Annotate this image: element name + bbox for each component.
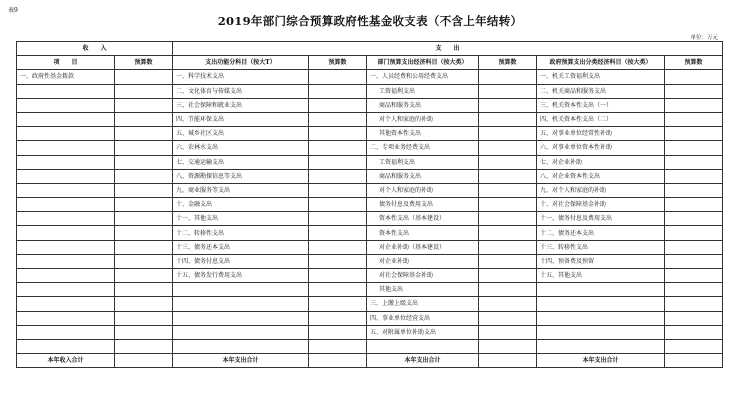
func-budget-cell: [309, 141, 367, 155]
dept-item-cell: 工资福利支出: [367, 155, 479, 169]
dept-budget-cell: [479, 240, 537, 254]
dept-item-cell: 其他支出: [367, 283, 479, 297]
func-item-cell: 八、资源勘探信息等支出: [173, 169, 309, 183]
func-budget-cell: [309, 198, 367, 212]
dept-budget-cell: [479, 84, 537, 98]
col-budget-header: 预算数: [665, 56, 723, 70]
dept-budget-cell: [479, 198, 537, 212]
income-budget-cell: [115, 339, 173, 353]
table-row: [17, 169, 723, 183]
gov-budget-cell: [665, 240, 723, 254]
table-row: [17, 311, 723, 325]
dept-budget-cell: [479, 183, 537, 197]
func-item-cell: 六、农林水支出: [173, 141, 309, 155]
func-total-value: [309, 354, 367, 368]
income-total-value: [115, 354, 173, 368]
func-item-cell: 十一、其他支出: [173, 212, 309, 226]
income-item-cell: [17, 226, 115, 240]
dept-item-cell: 对企业补助（基本建设）: [367, 240, 479, 254]
func-item-cell: [173, 311, 309, 325]
dept-item-cell: 对个人和家庭的补助: [367, 112, 479, 126]
func-item-cell: [173, 325, 309, 339]
income-budget-cell: [115, 155, 173, 169]
col-item-header: 项 目: [17, 56, 115, 70]
income-budget-cell: [115, 112, 173, 126]
dept-budget-cell: [479, 169, 537, 183]
income-budget-cell: [115, 198, 173, 212]
dept-budget-cell: [479, 98, 537, 112]
dept-item-cell: 资本性支出: [367, 226, 479, 240]
table-row: [17, 325, 723, 339]
gov-item-cell: 十一、债务付息及费用支出: [537, 212, 665, 226]
dept-item-cell: [367, 339, 479, 353]
gov-item-cell: [537, 339, 665, 353]
gov-item-cell: 七、对企业补助: [537, 155, 665, 169]
func-item-cell: [173, 339, 309, 353]
table-row: [17, 141, 723, 155]
gov-item-cell: 二、机关商品和服务支出: [537, 84, 665, 98]
gov-budget-cell: [665, 183, 723, 197]
func-item-cell: 七、交通运输支出: [173, 155, 309, 169]
income-item-cell: [17, 155, 115, 169]
gov-total-label: 本年支出合计: [537, 354, 665, 368]
table-row: [17, 198, 723, 212]
func-budget-cell: [309, 226, 367, 240]
income-budget-cell: [115, 283, 173, 297]
table-row: [17, 240, 723, 254]
income-item-cell: [17, 183, 115, 197]
income-budget-cell: [115, 98, 173, 112]
income-header: 收 入: [17, 42, 173, 56]
func-budget-cell: [309, 70, 367, 84]
gov-item-cell: 十五、其他支出: [537, 269, 665, 283]
gov-budget-cell: [665, 198, 723, 212]
col-econ-gov-header: 政府预算支出分类经济科目（按大类）: [537, 56, 665, 70]
dept-item-cell: 工资福利支出: [367, 84, 479, 98]
income-budget-cell: [115, 84, 173, 98]
gov-budget-cell: [665, 226, 723, 240]
dept-budget-cell: [479, 325, 537, 339]
col-budget-header: 预算数: [115, 56, 173, 70]
table-number: 表9: [8, 7, 18, 14]
dept-budget-cell: [479, 212, 537, 226]
dept-item-cell: 二、专项业务经费支出: [367, 141, 479, 155]
table-row: [17, 84, 723, 98]
dept-budget-cell: [479, 70, 537, 84]
func-budget-cell: [309, 240, 367, 254]
income-budget-cell: [115, 297, 173, 311]
table-row: [17, 183, 723, 197]
dept-item-cell: 四、事业单位经营支出: [367, 311, 479, 325]
gov-budget-cell: [665, 297, 723, 311]
dept-item-cell: 五、对附属单位补助支出: [367, 325, 479, 339]
dept-item-cell: 商品和服务支出: [367, 169, 479, 183]
gov-budget-cell: [665, 70, 723, 84]
income-budget-cell: [115, 141, 173, 155]
dept-budget-cell: [479, 155, 537, 169]
gov-budget-cell: [665, 283, 723, 297]
dept-budget-cell: [479, 297, 537, 311]
func-item-cell: 十五、债务发行费用支出: [173, 269, 309, 283]
func-item-cell: 十三、债务还本支出: [173, 240, 309, 254]
dept-item-cell: 资本性支出（基本建设）: [367, 212, 479, 226]
income-budget-cell: [115, 254, 173, 268]
table-row: [17, 212, 723, 226]
func-item-cell: [173, 283, 309, 297]
income-budget-cell: [115, 212, 173, 226]
income-item-cell: 一、政府性基金拨款: [17, 70, 115, 84]
gov-item-cell: [537, 311, 665, 325]
table-row: [17, 254, 723, 268]
unit-label: 单位：万元: [690, 35, 718, 41]
gov-budget-cell: [665, 155, 723, 169]
income-budget-cell: [115, 226, 173, 240]
table-row: [17, 283, 723, 297]
gov-budget-cell: [665, 254, 723, 268]
gov-item-cell: 九、对个人和家庭的补助: [537, 183, 665, 197]
func-budget-cell: [309, 98, 367, 112]
page-title: 2019年部门综合预算政府性基金收支表（不含上年结转）: [217, 14, 523, 28]
table-row: [17, 297, 723, 311]
dept-item-cell: 一、人员经费和公用经费支出: [367, 70, 479, 84]
gov-total-value: [665, 354, 723, 368]
func-item-cell: 九、商业服务等支出: [173, 183, 309, 197]
func-budget-cell: [309, 212, 367, 226]
dept-budget-cell: [479, 112, 537, 126]
dept-budget-cell: [479, 269, 537, 283]
income-item-cell: [17, 311, 115, 325]
dept-budget-cell: [479, 254, 537, 268]
income-budget-cell: [115, 127, 173, 141]
gov-item-cell: 三、机关资本性支出（一）: [537, 98, 665, 112]
table-row: [17, 112, 723, 126]
dept-item-cell: 对社会保障基金补助: [367, 269, 479, 283]
gov-item-cell: 八、对企业资本性支出: [537, 169, 665, 183]
table-row: [17, 70, 723, 84]
table-row: [17, 269, 723, 283]
dept-budget-cell: [479, 141, 537, 155]
income-item-cell: [17, 84, 115, 98]
func-item-cell: 十二、转移性支出: [173, 226, 309, 240]
income-item-cell: [17, 325, 115, 339]
func-budget-cell: [309, 84, 367, 98]
func-budget-cell: [309, 169, 367, 183]
gov-budget-cell: [665, 84, 723, 98]
income-item-cell: [17, 240, 115, 254]
dept-item-cell: 对企业补助: [367, 254, 479, 268]
gov-budget-cell: [665, 112, 723, 126]
income-budget-cell: [115, 325, 173, 339]
income-item-cell: [17, 254, 115, 268]
gov-budget-cell: [665, 339, 723, 353]
dept-total-value: [479, 354, 537, 368]
totals-row: [17, 354, 723, 368]
income-budget-cell: [115, 269, 173, 283]
gov-budget-cell: [665, 169, 723, 183]
gov-budget-cell: [665, 141, 723, 155]
table-row: [17, 155, 723, 169]
budget-table: [16, 41, 723, 368]
income-item-cell: [17, 141, 115, 155]
gov-item-cell: 十、对社会保障基金补助: [537, 198, 665, 212]
func-item-cell: [173, 297, 309, 311]
func-budget-cell: [309, 155, 367, 169]
gov-item-cell: [537, 283, 665, 297]
func-item-cell: 一、科学技术支出: [173, 70, 309, 84]
dept-item-cell: 债务付息及费用支出: [367, 198, 479, 212]
income-budget-cell: [115, 311, 173, 325]
dept-budget-cell: [479, 283, 537, 297]
dept-budget-cell: [479, 339, 537, 353]
gov-item-cell: 六、对事业单位资本性补助: [537, 141, 665, 155]
dept-budget-cell: [479, 311, 537, 325]
func-budget-cell: [309, 325, 367, 339]
func-budget-cell: [309, 127, 367, 141]
func-budget-cell: [309, 311, 367, 325]
income-budget-cell: [115, 240, 173, 254]
gov-item-cell: 一、机关工资福利支出: [537, 70, 665, 84]
header-row-top: [17, 42, 723, 56]
dept-budget-cell: [479, 127, 537, 141]
dept-item-cell: 对个人和家庭的补助: [367, 183, 479, 197]
gov-item-cell: 十三、转移性支出: [537, 240, 665, 254]
func-item-cell: 三、社会保障和就业支出: [173, 98, 309, 112]
func-item-cell: 十四、债务付息支出: [173, 254, 309, 268]
income-item-cell: [17, 297, 115, 311]
income-budget-cell: [115, 169, 173, 183]
dept-budget-cell: [479, 226, 537, 240]
income-item-cell: [17, 169, 115, 183]
dept-item-cell: 其他资本性支出: [367, 127, 479, 141]
table-row: [17, 226, 723, 240]
func-total-label: 本年支出合计: [173, 354, 309, 368]
gov-budget-cell: [665, 269, 723, 283]
func-item-cell: 四、节能环保支出: [173, 112, 309, 126]
gov-budget-cell: [665, 127, 723, 141]
func-budget-cell: [309, 269, 367, 283]
gov-item-cell: [537, 297, 665, 311]
income-item-cell: [17, 212, 115, 226]
gov-budget-cell: [665, 325, 723, 339]
col-budget-header: 预算数: [309, 56, 367, 70]
gov-item-cell: 四、机关资本性支出（二）: [537, 112, 665, 126]
col-econ-dept-header: 部门预算支出经济科目（按大类）: [367, 56, 479, 70]
dept-total-label: 本年支出合计: [367, 354, 479, 368]
col-func-header: 支出功能分科目（按大T）: [173, 56, 309, 70]
income-item-cell: [17, 269, 115, 283]
table-row: [17, 339, 723, 353]
gov-budget-cell: [665, 212, 723, 226]
income-item-cell: [17, 112, 115, 126]
table-row: [17, 127, 723, 141]
func-budget-cell: [309, 254, 367, 268]
dept-item-cell: 三、上缴上级支出: [367, 297, 479, 311]
func-item-cell: 十、金融支出: [173, 198, 309, 212]
gov-item-cell: 十四、预备费及预留: [537, 254, 665, 268]
func-budget-cell: [309, 297, 367, 311]
header-row-columns: [17, 56, 723, 70]
income-item-cell: [17, 198, 115, 212]
income-budget-cell: [115, 183, 173, 197]
func-item-cell: 五、城乡社区支出: [173, 127, 309, 141]
func-budget-cell: [309, 183, 367, 197]
table-row: [17, 98, 723, 112]
income-item-cell: [17, 127, 115, 141]
func-item-cell: 二、文化体育与传媒支出: [173, 84, 309, 98]
gov-item-cell: 十二、债务还本支出: [537, 226, 665, 240]
income-total-label: 本年收入合计: [17, 354, 115, 368]
gov-item-cell: 五、对事业单位经常性补助: [537, 127, 665, 141]
income-item-cell: [17, 339, 115, 353]
func-budget-cell: [309, 339, 367, 353]
income-item-cell: [17, 98, 115, 112]
income-budget-cell: [115, 70, 173, 84]
func-budget-cell: [309, 283, 367, 297]
gov-budget-cell: [665, 98, 723, 112]
gov-budget-cell: [665, 311, 723, 325]
expense-header: 支 出: [173, 42, 723, 56]
func-budget-cell: [309, 112, 367, 126]
gov-item-cell: [537, 325, 665, 339]
col-budget-header: 预算数: [479, 56, 537, 70]
income-item-cell: [17, 283, 115, 297]
dept-item-cell: 商品和服务支出: [367, 98, 479, 112]
